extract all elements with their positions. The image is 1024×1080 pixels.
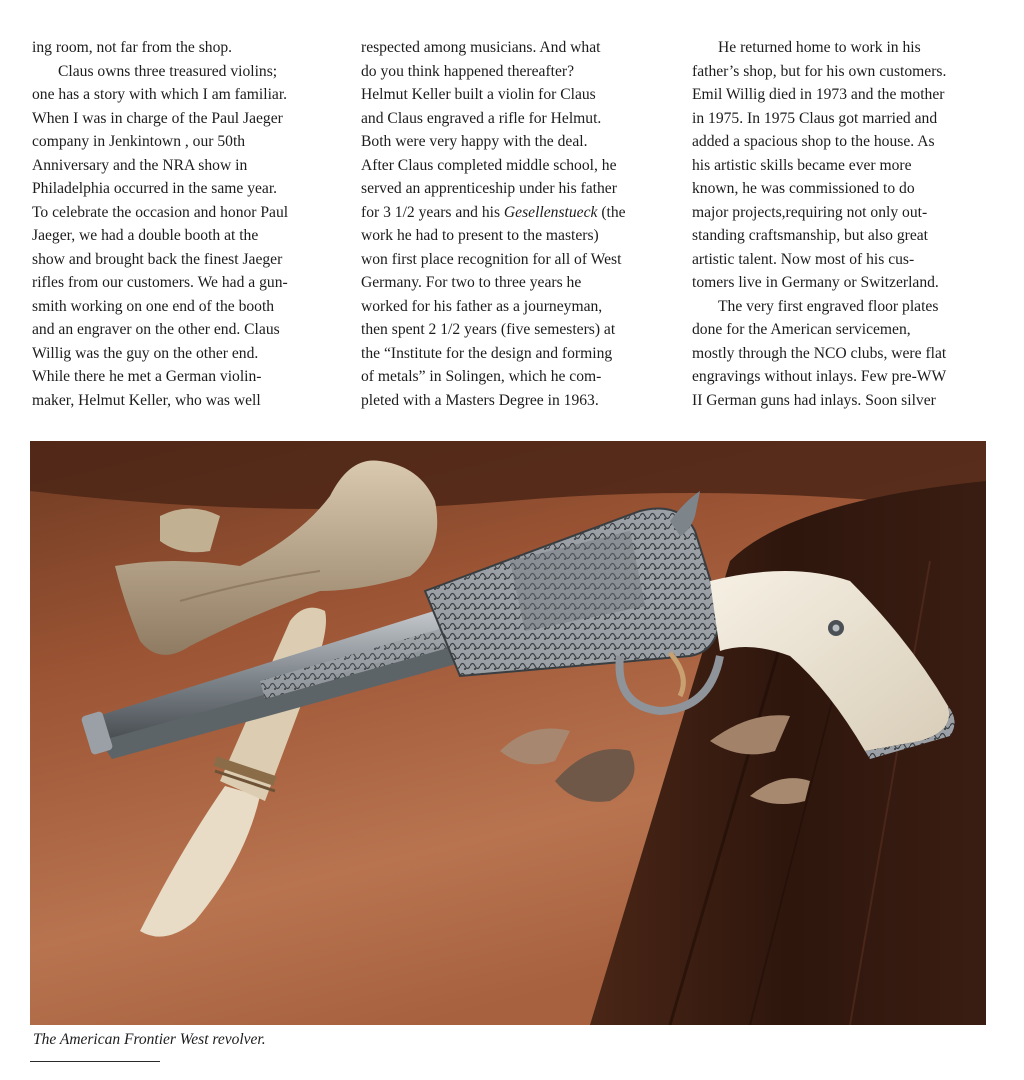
caption-divider: [30, 1061, 160, 1062]
photo-caption: The American Frontier West revolver.: [33, 1031, 266, 1048]
text-line: and an engraver on the other end. Claus: [32, 321, 280, 338]
text-line: added a spacious shop to the house. As: [692, 133, 935, 150]
text-line: one has a story with which I am familiar.: [32, 86, 288, 103]
text-line: Jaeger, we had a double booth at the: [32, 227, 259, 244]
text-line: Both were very happy with the deal.: [361, 133, 588, 150]
text-line: show and brought back the finest Jaeger: [32, 250, 283, 268]
text-line: While there he met a German violin-: [32, 368, 262, 385]
text-line: standing craftsmanship, but also great: [692, 227, 929, 244]
text-line: After Claus completed middle school, he: [361, 156, 617, 174]
text-column-1: [32, 36, 338, 412]
text-line: When I was in charge of the Paul Jaeger: [32, 109, 283, 127]
text-line: respected among musicians. And what: [361, 39, 601, 56]
text-line: his artistic skills became ever more: [692, 156, 912, 174]
text-line: worked for his father as a journeyman,: [361, 297, 603, 315]
text-line: father’s shop, but for his own customers.: [692, 62, 947, 80]
text-line: Helmut Keller built a violin for Claus: [361, 86, 596, 103]
text-line: Philadelphia occurred in the same year.: [32, 180, 278, 197]
text-line: artistic talent. Now most of his cus-: [692, 250, 915, 268]
text-line: Anniversary and the NRA show in: [32, 156, 248, 174]
text-line: II German guns had inlays. Soon silver: [692, 391, 936, 409]
text-line: pleted with a Masters Degree in 1963.: [361, 391, 599, 409]
text-line: He returned home to work in his: [718, 39, 921, 56]
text-line: the “Institute for the design and forming: [361, 344, 613, 362]
text-line: Germany. For two to three years he: [361, 274, 582, 291]
text-line: do you think happened thereafter?: [361, 62, 575, 80]
text-line: work he had to present to the masters): [361, 227, 599, 244]
text-line: Willig was the guy on the other end.: [32, 344, 259, 362]
text-line: engravings without inlays. Few pre-WW: [692, 368, 947, 385]
text-line: then spent 2 1/2 years (five semesters) at: [361, 321, 616, 338]
text-line: for 3 1/2 years and his Gesellenstueck (the: [361, 203, 626, 221]
text-line: rifles from our customers. We had a gun-: [32, 274, 288, 291]
text-line: tomers live in Germany or Switzerland.: [692, 274, 939, 291]
text-line: ing room, not far from the shop.: [32, 39, 233, 56]
text-line: company in Jenkintown , our 50th: [32, 133, 246, 150]
text-line: Emil Willig died in 1973 and the mother: [692, 86, 945, 103]
text-line: mostly through the NCO clubs, were flat: [692, 344, 947, 362]
text-line: major projects,requiring not only out-: [692, 203, 928, 221]
text-line: and Claus engraved a rifle for Helmut.: [361, 109, 602, 127]
revolver-photo: [30, 441, 986, 1025]
text-line: Claus owns three treasured violins;: [58, 62, 278, 80]
text-line: smith working on one end of the booth: [32, 297, 275, 315]
text-line: won first place recognition for all of West: [361, 250, 622, 268]
text-column-2: [361, 36, 667, 412]
text-line: maker, Helmut Keller, who was well: [32, 391, 261, 409]
text-line: served an apprenticeship under his father: [361, 180, 617, 197]
text-line: known, he was commissioned to do: [692, 180, 915, 197]
text-line: in 1975. In 1975 Claus got married and: [692, 109, 938, 127]
text-line: The very first engraved floor plates: [718, 297, 939, 315]
text-line: of metals” in Solingen, which he com-: [361, 368, 602, 385]
text-line: done for the American servicemen,: [692, 321, 911, 338]
text-column-3: [692, 36, 998, 412]
text-line: To celebrate the occasion and honor Paul: [32, 203, 289, 221]
